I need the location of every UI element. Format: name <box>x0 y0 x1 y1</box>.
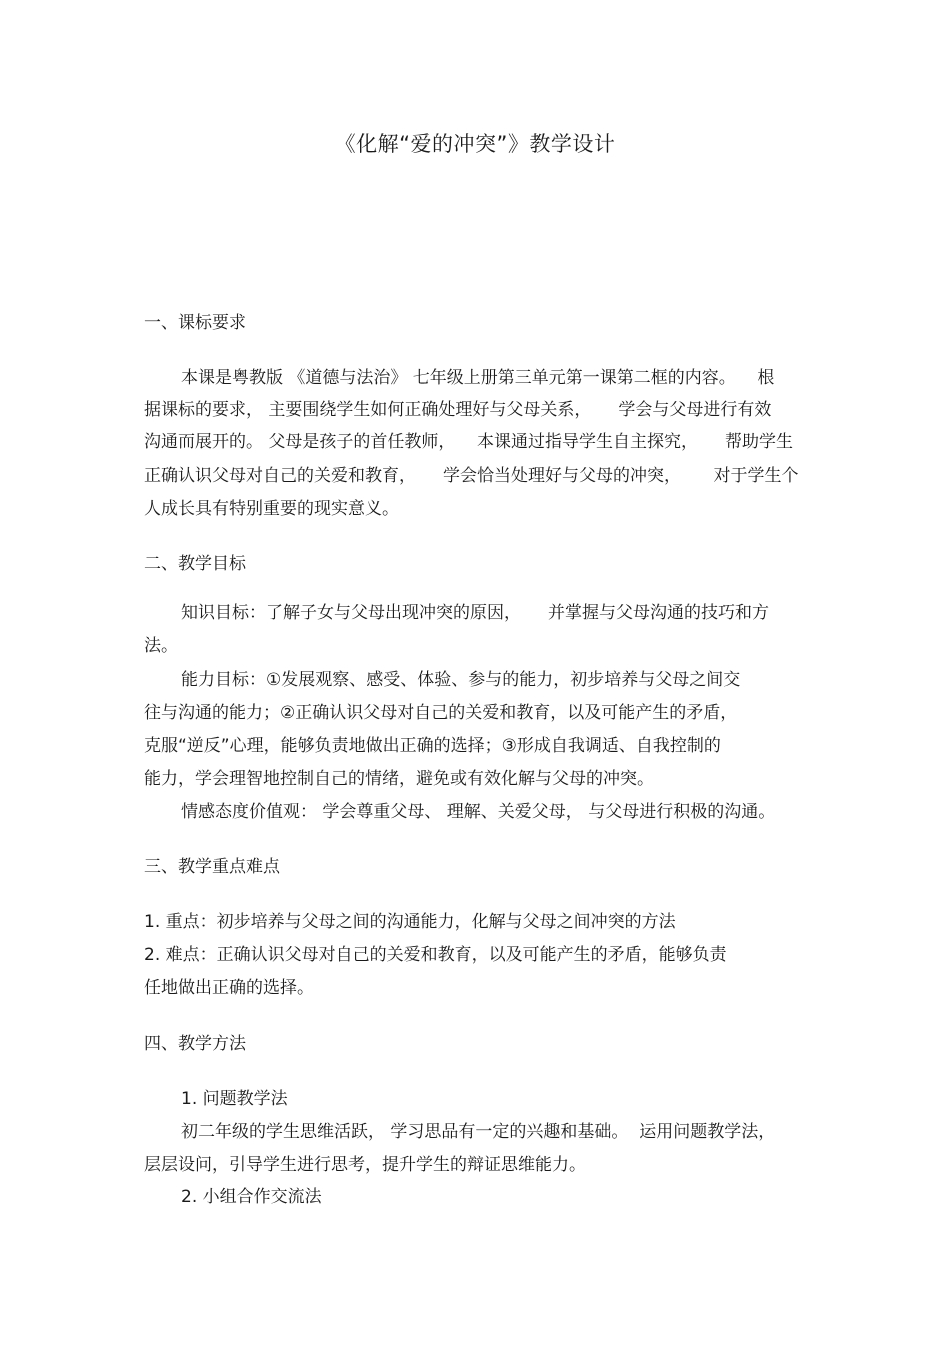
paragraph-line: 能力，学会理智地控制自己的情绪，避免或有效化解与父母的冲突。 <box>144 769 654 789</box>
section-heading-key-points: 三、教学重点难点 <box>144 857 280 877</box>
paragraph-line: 沟通而展开的。 父母是孩子的首任教师， 本课通过指导学生自主探究， 帮助学生 <box>144 432 794 452</box>
paragraph-line: 法。 <box>144 636 178 656</box>
paragraph-line: 初二年级的学生思维活跃， 学习思品有一定的兴趣和基础。 运用问题教学法， <box>181 1122 776 1142</box>
section-heading-curriculum: 一、课标要求 <box>144 313 246 333</box>
paragraph-line: 人成长具有特别重要的现实意义。 <box>144 499 399 519</box>
paragraph-line: 情感态度价值观： 学会尊重父母、 理解、关爱父母， 与父母进行积极的沟通。 <box>181 802 776 822</box>
section-heading-objectives: 二、教学目标 <box>144 554 246 574</box>
section-heading-methods: 四、教学方法 <box>144 1034 246 1054</box>
paragraph-line: 能力目标：①发展观察、感受、体验、参与的能力，初步培养与父母之间交 <box>181 670 741 690</box>
paragraph-line: 本课是粤教版 《道德与法治》 七年级上册第三单元第一课第二框的内容。 根 <box>181 368 775 388</box>
list-item: 1. 问题教学法 <box>181 1089 288 1109</box>
document-title: 《化解“爱的冲突”》教学设计 <box>334 132 616 156</box>
paragraph-line: 层层设问，引导学生进行思考，提升学生的辩证思维能力。 <box>144 1155 586 1175</box>
paragraph-line: 克服“逆反”心理，能够负责地做出正确的选择；③形成自我调适、自我控制的 <box>144 736 721 756</box>
paragraph-line: 任地做出正确的选择。 <box>144 978 314 998</box>
paragraph-line: 据课标的要求， 主要围绕学生如何正确处理好与父母关系， 学会与父母进行有效 <box>144 400 772 420</box>
paragraph-line: 知识目标：了解子女与父母出现冲突的原因， 并掌握与父母沟通的技巧和方 <box>181 603 770 623</box>
list-item: 2. 小组合作交流法 <box>181 1187 322 1207</box>
paragraph-line: 正确认识父母对自己的关爱和教育， 学会恰当处理好与父母的冲突， 对于学生个 <box>144 466 799 486</box>
list-item: 2. 难点：正确认识父母对自己的关爱和教育，以及可能产生的矛盾，能够负责 <box>144 945 727 965</box>
list-item: 1. 重点：初步培养与父母之间的沟通能力，化解与父母之间冲突的方法 <box>144 912 676 932</box>
paragraph-line: 往与沟通的能力；②正确认识父母对自己的关爱和教育，以及可能产生的矛盾， <box>144 703 738 723</box>
